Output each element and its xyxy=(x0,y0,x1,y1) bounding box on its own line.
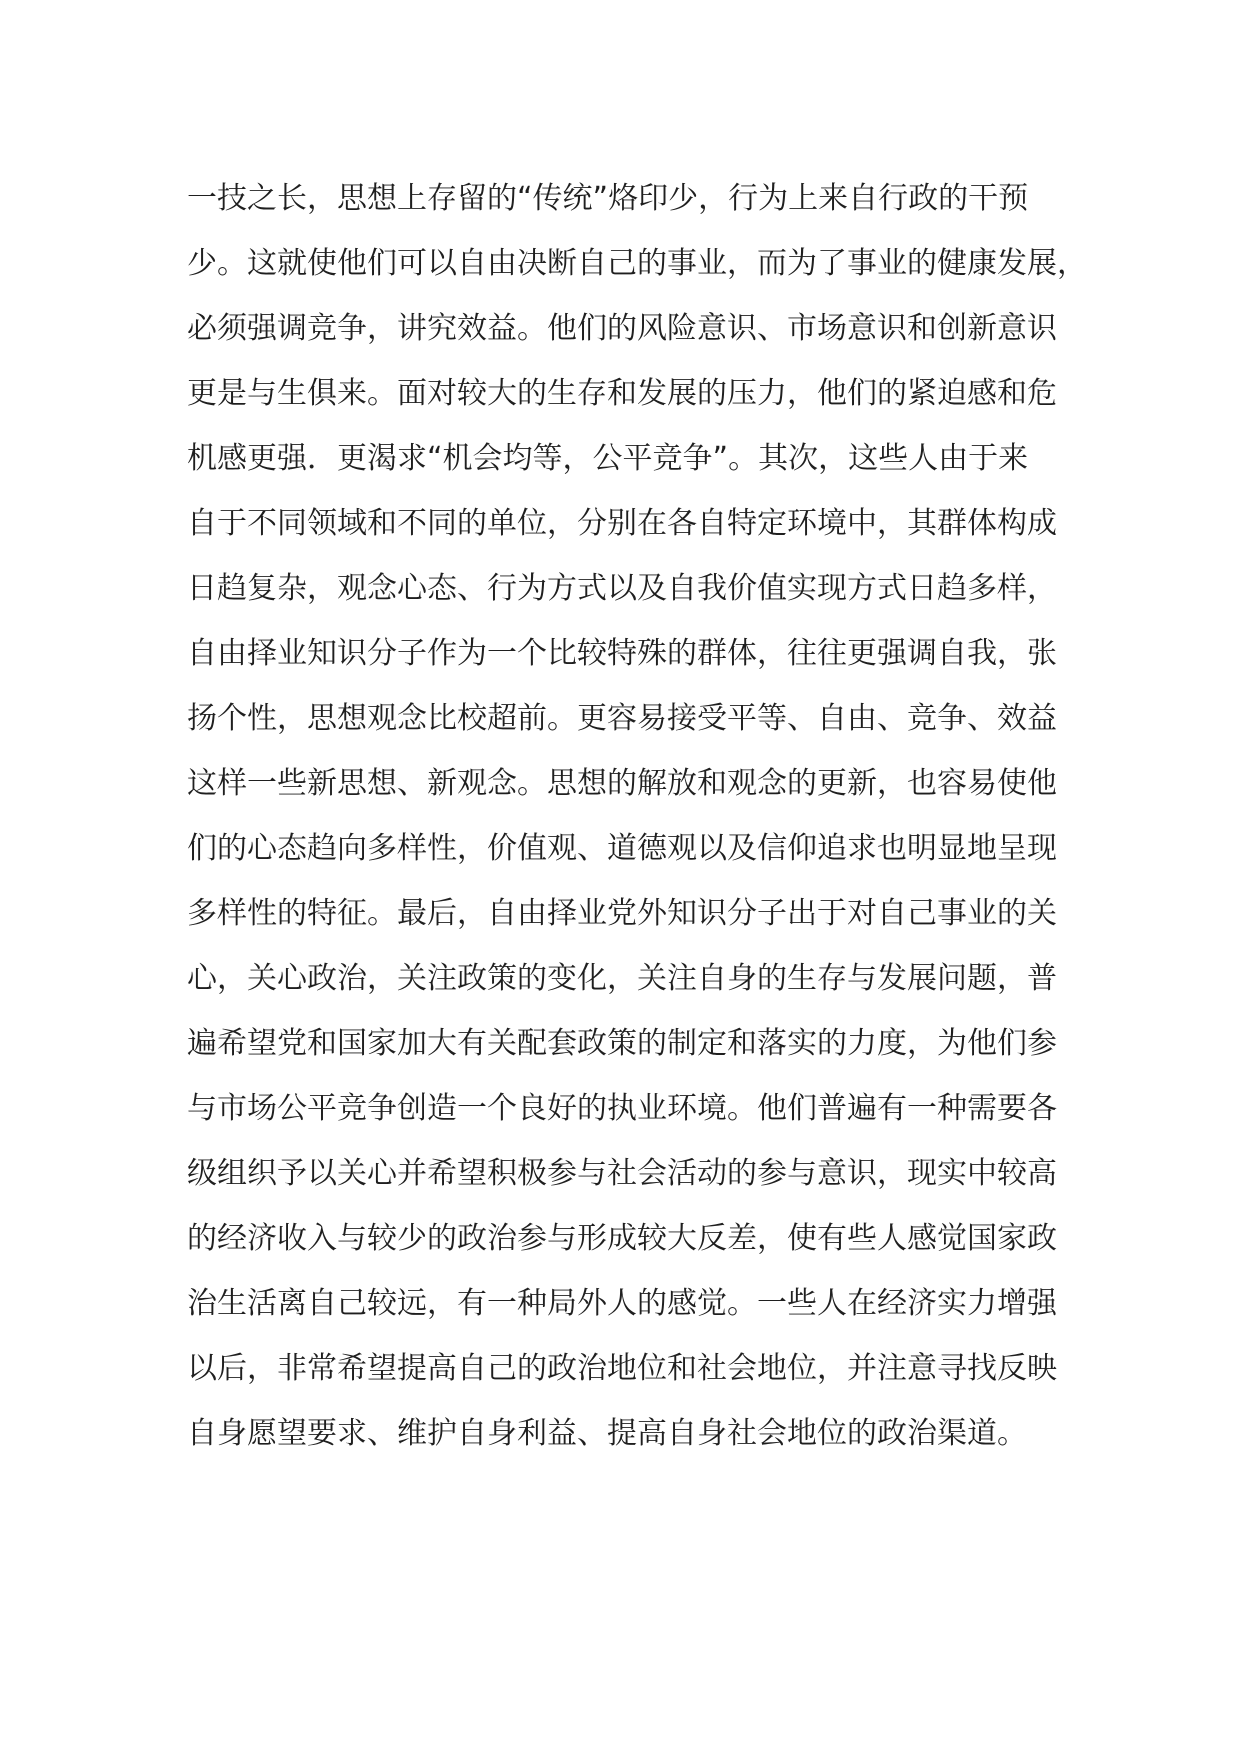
text-line-2: 少。这就使他们可以自由决断自己的事业，而为了事业的健康发展， xyxy=(187,246,1087,281)
text-line-12: 多样性的特征。最后，自由择业党外知识分子出于对自己事业的关 xyxy=(187,896,1057,931)
text-line-14: 遍希望党和国家加大有关配套政策的制定和落实的力度，为他们参 xyxy=(187,1026,1057,1061)
text-line-19: 以后，非常希望提高自己的政治地位和社会地位，并注意寻找反映 xyxy=(187,1351,1057,1386)
text-line-13: 心，关心政治，关注政策的变化，关注自身的生存与发展问题，普 xyxy=(187,961,1057,996)
text-line-4: 更是与生俱来。面对较大的生存和发展的压力，他们的紧迫感和危 xyxy=(187,376,1057,411)
text-line-8: 自由择业知识分子作为一个比较特殊的群体，往往更强调自我，张 xyxy=(187,636,1057,671)
text-line-7: 日趋复杂，观念心态、行为方式以及自我价值实现方式日趋多样， xyxy=(187,571,1057,606)
text-line-5: 机感更强．更渴求“机会均等，公平竞争”。其次，这些人由于来 xyxy=(187,441,1029,476)
text-line-9: 扬个性，思想观念比校超前。更容易接受平等、自由、竞争、效益 xyxy=(187,701,1057,736)
text-line-20: 自身愿望要求、维护自身利益、提高自身社会地位的政治渠道。 xyxy=(187,1416,1027,1451)
text-line-10: 这样一些新思想、新观念。思想的解放和观念的更新，也容易使他 xyxy=(187,766,1057,801)
text-line-1: 一技之长，思想上存留的“传统”烙印少，行为上来自行政的干预 xyxy=(187,181,1029,216)
text-line-18: 治生活离自己较远，有一种局外人的感觉。一些人在经济实力增强 xyxy=(187,1286,1057,1321)
text-line-17: 的经济收入与较少的政治参与形成较大反差，使有些人感觉国家政 xyxy=(187,1221,1057,1256)
text-line-6: 自于不同领域和不同的单位，分别在各自特定环境中，其群体构成 xyxy=(187,506,1057,541)
text-line-16: 级组织予以关心并希望积极参与社会活动的参与意识，现实中较高 xyxy=(187,1156,1057,1191)
text-line-3: 必须强调竞争，讲究效益。他们的风险意识、市场意识和创新意识 xyxy=(187,311,1057,346)
body-text xyxy=(187,166,1087,1466)
text-line-11: 们的心态趋向多样性，价值观、道德观以及信仰追求也明显地呈现 xyxy=(187,831,1057,866)
text-line-15: 与市场公平竞争创造一个良好的执业环境。他们普遍有一种需要各 xyxy=(187,1091,1057,1126)
